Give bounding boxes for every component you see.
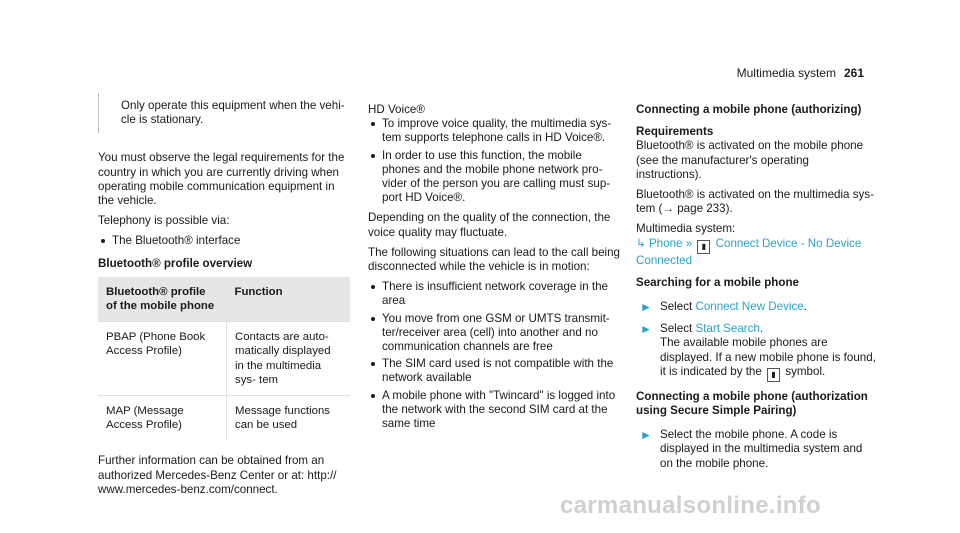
menu-item-connect-new-device: Connect New Device xyxy=(695,300,804,314)
bullet-list xyxy=(368,280,620,431)
subheading: HD Voice® xyxy=(368,103,425,116)
bullet-list xyxy=(368,117,620,205)
step-arrow-icon: ► xyxy=(640,322,652,337)
step-text: Select xyxy=(660,322,693,336)
table-cell: Contacts are auto- matically displayed in the multimedia sys- tem xyxy=(227,322,351,396)
paragraph: Telephony is possible via: xyxy=(98,214,230,228)
paragraph: The following situations can lead to the call being disconnected while the vehicle is in motion: xyxy=(368,245,620,274)
phone-icon: ▮ xyxy=(767,368,780,382)
list-item: There is insufficient network coverage in the area xyxy=(368,280,620,308)
table-cell: PBAP (Phone Book Access Profile) xyxy=(98,322,227,396)
list-item: You move from one GSM or UMTS transmit- ter/receiver area (cell) into another and no communication channels are free xyxy=(368,312,620,355)
instruction-step: ► Select Connect New Device. xyxy=(640,300,807,315)
section-heading: Connecting a mobile phone (authorizing) xyxy=(636,103,862,116)
section-heading: Connecting a mobile phone (authorization using Secure Simple Pairing) xyxy=(636,389,868,418)
table-cell: MAP (Message Access Profile) xyxy=(98,396,227,441)
double-chevron-icon: » xyxy=(685,236,693,250)
step-text: symbol. xyxy=(785,364,826,378)
page-header xyxy=(737,66,864,80)
table-cell: Message functions can be used xyxy=(227,396,351,441)
column-right xyxy=(636,103,876,479)
column-left xyxy=(98,93,350,497)
column-middle xyxy=(368,103,620,434)
menu-path-arrow-icon: ↳ xyxy=(636,236,646,250)
list-item: To improve voice quality, the multimedia sys- tem supports telephone calls in HD Voice®. xyxy=(368,117,620,145)
page-number: 261 xyxy=(843,66,864,80)
step-text: Select xyxy=(660,300,693,314)
section-title: Multimedia system xyxy=(736,66,836,80)
list-item: The SIM card used is not compatible with the network available xyxy=(368,357,620,385)
step-arrow-icon: ► xyxy=(640,428,652,443)
list-item: A mobile phone with "Twincard" is logged into the network with the second SIM card at the same time xyxy=(368,389,620,432)
profile-table xyxy=(98,277,350,441)
bullet-list xyxy=(98,234,350,248)
table-row xyxy=(98,396,350,441)
menu-path-phone: Phone xyxy=(648,236,683,250)
step-text: Select the mobile phone. A code is displayed in the multimedia system and on the mobile phone. xyxy=(660,428,863,470)
step-text: The available mobile phones are displayed. If a new mobile phone is found, it is indicated by the xyxy=(660,336,876,378)
paragraph: You must observe the legal requirements for the country in which you are currently driving when operating mobile communication equipment in the vehicle. xyxy=(98,151,345,208)
instruction-step xyxy=(636,428,876,471)
section-heading: Searching for a mobile phone xyxy=(636,275,799,289)
paragraph: Bluetooth® is activated on the mobile phone (see the manufacturer's operating instructions). xyxy=(636,139,864,181)
safety-note xyxy=(98,93,350,133)
watermark: carmanualsonline.info xyxy=(560,492,822,519)
phone-icon: ▮ xyxy=(697,240,710,254)
table-header: Bluetooth® profile of the mobile phone xyxy=(98,277,227,322)
menu-item-start-search: Start Search xyxy=(695,322,760,336)
step-arrow-icon: ► xyxy=(640,300,652,315)
table-row xyxy=(98,322,350,396)
list-item: The Bluetooth® interface xyxy=(98,234,350,248)
section-heading: Bluetooth® profile overview xyxy=(98,256,253,270)
paragraph: Depending on the quality of the connection, the voice quality may fluctuate. xyxy=(368,211,611,239)
paragraph: Further information can be obtained from an authorized Mercedes-Benz Center or at: http:// www.mercedes-benz.com/connect. xyxy=(98,454,337,496)
list-item: In order to use this function, the mobile phones and the mobile phone network pro- vider of the person you are calling must sup- port HD Voice®. xyxy=(368,149,620,206)
table-header: Function xyxy=(227,277,351,322)
subheading: Requirements xyxy=(636,125,714,139)
menu-path xyxy=(636,237,876,268)
paragraph: Multimedia system: xyxy=(636,222,736,236)
paragraph: Bluetooth® is activated on the multimedia sys- tem (→ page 233). xyxy=(636,188,874,216)
table-header-row xyxy=(98,277,350,322)
instruction-step: ► Select Start Search. The available mobile phones are displayed. If a new mobile phone is found, it is indicated by the ▮ symbol. xyxy=(636,322,876,382)
menu-path-connect-device: Connect Device - No Device Connected xyxy=(636,236,862,267)
safety-note-text: Only operate this equipment when the vehi- cle is stationary. xyxy=(121,99,345,127)
